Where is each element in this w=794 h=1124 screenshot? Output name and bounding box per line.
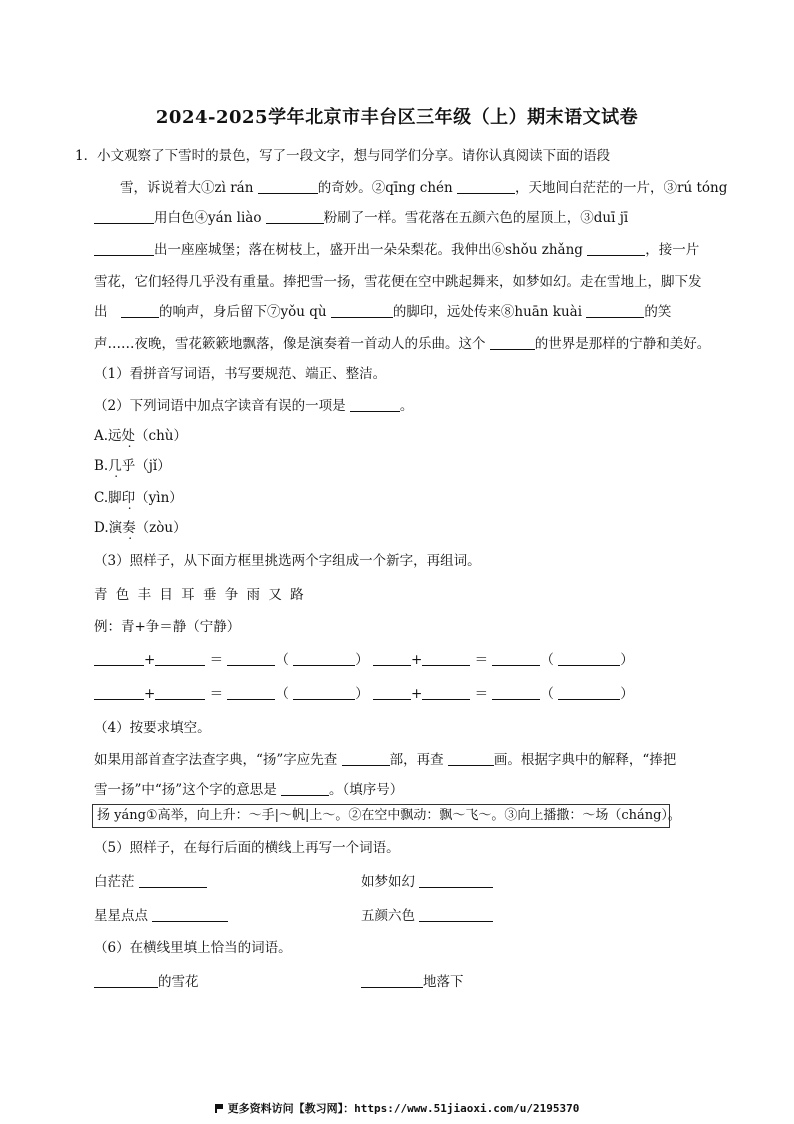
fill-item-1 [94,970,199,990]
equals-sign: ＝ [209,686,224,702]
passage-text: 的脚印，远处传来⑧huān kuài [392,304,587,320]
answer-blank[interactable] [448,751,494,766]
example-text: 例：青+争＝静（宁静） [94,619,241,635]
sub-question-5: （5）照样子，在每行后面的横线上再写一个词语。 [94,840,400,856]
paren-open: （ [540,652,554,668]
word-text: 星星点点 [94,908,153,924]
sub-question-6: （6）在横线里填上恰当的词语。 [94,940,292,956]
fill-text: 地落下 [423,974,464,990]
dotted-char: 奏 [122,520,136,536]
plus-sign: + [144,652,156,668]
answer-blank[interactable] [558,651,620,666]
passage-text: 的世界是那样的宁静和美好。 [534,336,711,352]
answer-blank[interactable] [342,751,390,766]
sub-question-text: （2）下列词语中加点字读音有误的一项是 [94,398,350,414]
word-item-2 [361,870,493,890]
passage-line-5 [94,300,671,320]
compose-row-2 [94,682,634,702]
answer-blank[interactable] [155,651,205,666]
answer-blank[interactable] [152,907,228,922]
option-text: 乎（jǐ） [121,458,171,474]
sub-question-1: （1）看拼音写词语，书写要规范、端正、整洁。 [94,366,387,382]
answer-blank[interactable] [373,651,411,666]
passage-text: 的笑 [644,304,672,320]
answer-blank[interactable] [586,303,644,318]
flag-icon [215,1104,225,1113]
option-d[interactable] [94,516,187,536]
passage-text: 出 [94,304,121,320]
answer-blank[interactable] [94,685,144,700]
sub-question-4-line-1 [94,748,676,768]
answer-blank[interactable] [227,651,275,666]
option-b[interactable] [94,454,171,474]
option-text: D.演 [94,520,123,536]
option-text: （zòu） [135,520,187,536]
answer-blank[interactable] [139,873,207,888]
passage-text: 粉刷了一样。雪花落在五颜六色的屋顶上，③duī jī [323,210,629,226]
paren-open: （ [540,686,554,702]
answer-blank[interactable] [492,685,540,700]
passage-line-1 [120,176,727,196]
answer-blank[interactable] [121,303,159,318]
dictionary-entry-box: 扬 yáng①高举，向上升：～手|～帆|上～。②在空中飘动：飘～飞～。③向上播撒：～场（cháng）。 [92,804,670,828]
dotted-char: 几 [108,458,122,474]
sub-question-text: 画。根据字典中的解释，“捧把 [493,752,677,768]
word-text: 五颜六色 [361,908,420,924]
passage-text: 声……夜晚，雪花簌簌地飘落，像是演奏着一首动人的乐曲。这个 [94,336,490,352]
sub-question-text: 如果用部首查字法查字典，“扬”字应先查 [94,752,342,768]
passage-line-3 [94,238,699,258]
answer-blank[interactable] [281,781,329,796]
answer-blank[interactable] [492,651,540,666]
option-text: B. [94,458,109,474]
option-a[interactable] [94,424,187,444]
answer-blank[interactable] [331,303,393,318]
page-title: 2024-2025学年北京市丰台区三年级（上）期末语文试卷 [155,107,639,128]
answer-blank[interactable] [419,907,493,922]
footer-text: 更多资料访问【教习网】：https://www.51jiaoxi.com/u/2195370 [227,1102,580,1115]
answer-blank[interactable] [361,973,423,988]
answer-blank[interactable] [587,241,645,256]
option-c[interactable] [94,486,183,506]
answer-blank[interactable] [373,685,411,700]
option-text: （chù） [135,428,187,444]
passage-text: 的响声，身后留下⑦yǒu qù [159,304,331,320]
answer-blank[interactable] [94,973,158,988]
passage-text: ，接一片 [645,242,700,258]
answer-blank[interactable] [350,397,400,412]
answer-blank[interactable] [293,651,355,666]
passage-text: 出一座座城堡；落在树枝上，盛开出一朵朵梨花。我伸出⑥shǒu zhǎng [154,242,588,258]
answer-blank[interactable] [422,685,470,700]
answer-blank[interactable] [94,209,154,224]
answer-blank[interactable] [94,651,144,666]
sub-question-4-line-2 [94,778,403,798]
dotted-char: 处 [121,428,136,444]
answer-blank[interactable] [558,685,620,700]
passage-line-4: 雪花，它们轻得几乎没有重量。捧把雪一扬，雪花便在空中跳起舞来，如梦如幻。走在雪地上，脚下发 [94,274,702,290]
sub-question-text: 。（填序号） [329,782,404,798]
answer-blank[interactable] [419,873,493,888]
character-set: 青 色 丰 目 耳 垂 争 雨 又 路 [94,587,306,603]
plus-sign: + [411,652,423,668]
fill-item-2 [361,970,464,990]
footer-link[interactable] [0,1100,794,1116]
sub-question-text: 雪一扬”中“扬”这个字的意思是 [94,782,281,798]
answer-blank[interactable] [94,241,154,256]
option-text: C.脚 [94,490,122,506]
word-item-4 [361,904,493,924]
answer-blank[interactable] [266,209,324,224]
sub-question-4: （4）按要求填空。 [94,720,211,736]
answer-blank[interactable] [293,685,355,700]
equals-sign: ＝ [474,686,489,702]
paren-close: ） [355,652,369,668]
equals-sign: ＝ [474,652,489,668]
equals-sign: ＝ [209,652,224,668]
answer-blank[interactable] [227,685,275,700]
plus-sign: + [144,686,156,702]
passage-text: 的奇妙。②qīng chén [317,180,458,196]
answer-blank[interactable] [258,179,318,194]
paren-close: ） [620,686,634,702]
paren-open: （ [275,686,289,702]
word-text: 白茫茫 [94,874,139,890]
sub-question-text: 部，再查 [389,752,448,768]
word-text: 如梦如幻 [361,874,420,890]
paren-open: （ [275,652,289,668]
passage-text: 用白色④yán liào [154,210,266,226]
word-item-1 [94,870,207,890]
answer-blank[interactable] [490,335,535,350]
plus-sign: + [411,686,423,702]
dotted-char: 印 [121,490,136,506]
passage-text: 雪，诉说着大①zì rán [120,180,258,196]
sub-question-3: （3）照样子，从下面方框里挑选两个字组成一个新字，再组词。 [94,553,481,569]
answer-blank[interactable] [457,179,515,194]
sub-question-text: 。 [399,398,414,414]
passage-line-2 [94,206,628,226]
option-text: （yìn） [135,490,183,506]
answer-blank[interactable] [155,685,205,700]
sub-question-2 [94,394,413,414]
passage-text: ，天地间白茫茫的一片，③rú tóng [515,180,728,196]
question-1-stem: 1．小文观察了下雪时的景色，写了一段文字，想与同学们分享。请你认真阅读下面的语段 [75,148,611,164]
option-text: A.远 [94,428,122,444]
word-item-3 [94,904,228,924]
fill-text: 的雪花 [158,974,199,990]
answer-blank[interactable] [422,651,470,666]
paren-close: ） [620,652,634,668]
compose-row-1 [94,648,634,668]
passage-line-6 [94,332,710,352]
paren-close: ） [355,686,369,702]
